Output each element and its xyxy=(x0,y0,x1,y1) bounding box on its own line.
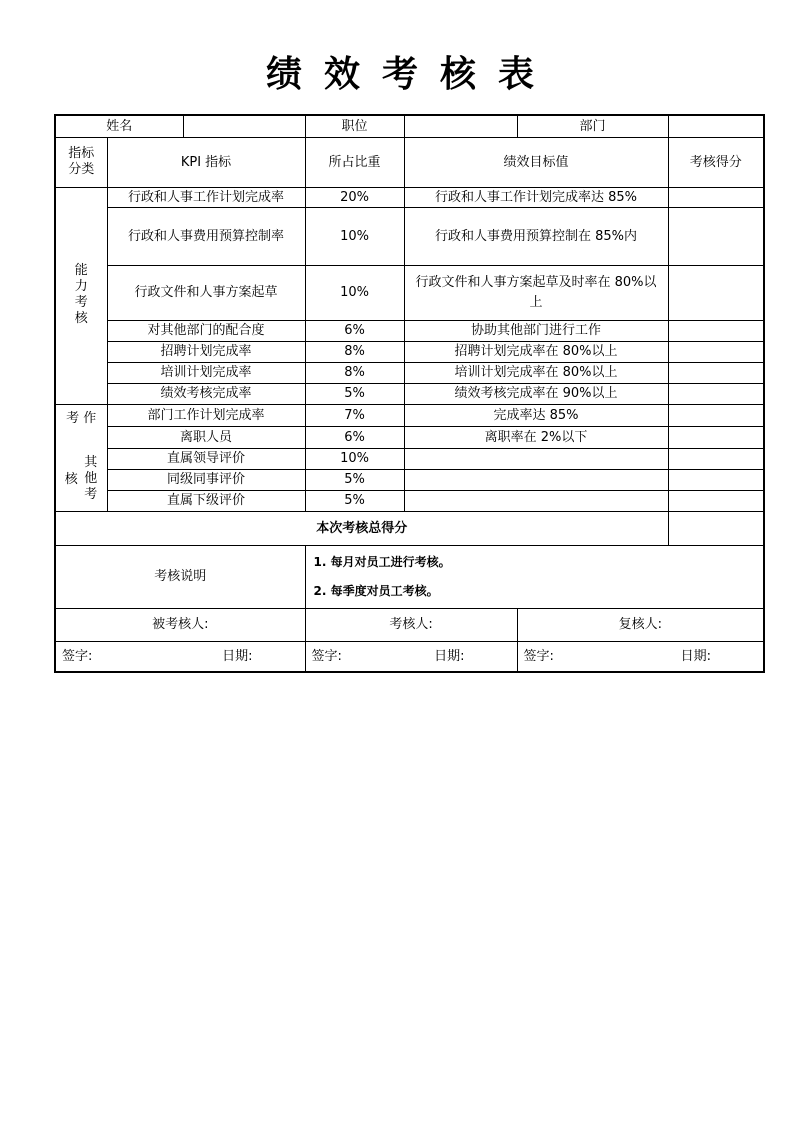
reviewer-label: 复核人: xyxy=(517,608,764,641)
sign-label: 签字: xyxy=(62,648,93,664)
kpi-cell: 行政文件和人事方案起草 xyxy=(107,265,305,320)
name-value[interactable] xyxy=(183,115,305,137)
kpi-cell: 同级同事评价 xyxy=(107,469,305,490)
sign-row xyxy=(55,641,764,672)
kpi-cell: 对其他部门的配合度 xyxy=(107,320,305,341)
table-row xyxy=(55,426,764,448)
assessee-label: 被考核人: xyxy=(55,608,305,641)
kpi-cell: 直属下级评价 xyxy=(107,490,305,511)
target-header: 绩效目标值 xyxy=(404,137,668,187)
appraisal-table xyxy=(54,114,765,673)
weight-cell: 5% xyxy=(305,383,404,404)
group-ability: 能力考核 xyxy=(55,187,107,404)
target-cell[interactable] xyxy=(404,469,668,490)
assessor-sign-cell[interactable] xyxy=(305,641,517,672)
kpi-cell: 行政和人事工作计划完成率 xyxy=(107,187,305,207)
weight-cell: 6% xyxy=(305,426,404,448)
notes-label: 考核说明 xyxy=(55,545,305,608)
score-cell[interactable] xyxy=(668,426,764,448)
table-row xyxy=(55,490,764,511)
target-cell[interactable] xyxy=(404,448,668,469)
header-row xyxy=(55,115,764,137)
target-cell: 完成率达 85% xyxy=(404,404,668,426)
page-title: 绩效考核表 xyxy=(265,54,556,95)
kpi-cell: 绩效考核完成率 xyxy=(107,383,305,404)
name-label: 姓名 xyxy=(55,115,183,137)
weight-cell: 10% xyxy=(305,448,404,469)
note-line-2: 2. 每季度对员工考核。 xyxy=(313,583,439,598)
group-other xyxy=(55,448,107,511)
target-cell: 招聘计划完成率在 80%以上 xyxy=(404,341,668,362)
kpi-cell: 直属领导评价 xyxy=(107,448,305,469)
target-cell: 培训计划完成率在 80%以上 xyxy=(404,362,668,383)
note-line-1: 1. 每月对员工进行考核。 xyxy=(313,554,451,569)
assessee-sign-cell[interactable] xyxy=(55,641,305,672)
target-cell: 行政文件和人事方案起草及时率在 80%以上 xyxy=(404,265,668,320)
target-cell: 行政和人事费用预算控制在 85%内 xyxy=(404,207,668,265)
table-row xyxy=(55,320,764,341)
weight-cell: 6% xyxy=(305,320,404,341)
score-header: 考核得分 xyxy=(668,137,764,187)
score-cell[interactable] xyxy=(668,207,764,265)
dept-value[interactable] xyxy=(668,115,764,137)
score-cell[interactable] xyxy=(668,490,764,511)
position-label: 职位 xyxy=(305,115,404,137)
notes-row xyxy=(55,545,764,608)
kpi-cell: 培训计划完成率 xyxy=(107,362,305,383)
category-header: 指标分类 xyxy=(55,137,107,187)
date-label: 日期: xyxy=(434,648,465,664)
table-row xyxy=(55,469,764,490)
group-work: 考 作 xyxy=(55,404,107,448)
weight-cell: 5% xyxy=(305,469,404,490)
total-score-cell[interactable] xyxy=(668,511,764,545)
kpi-cell: 离职人员 xyxy=(107,426,305,448)
table-row xyxy=(55,187,764,207)
score-cell[interactable] xyxy=(668,383,764,404)
group-he-label: 核 xyxy=(64,471,78,487)
assessor-label: 考核人: xyxy=(305,608,517,641)
target-cell: 协助其他部门进行工作 xyxy=(404,320,668,341)
kpi-cell: 招聘计划完成率 xyxy=(107,341,305,362)
sign-label: 签字: xyxy=(311,648,342,664)
target-cell: 绩效考核完成率在 90%以上 xyxy=(404,383,668,404)
date-label: 日期: xyxy=(680,648,712,664)
table-row xyxy=(55,383,764,404)
sign-label: 签字: xyxy=(523,648,554,664)
table-row xyxy=(55,448,764,469)
table-row xyxy=(55,362,764,383)
weight-cell: 8% xyxy=(305,362,404,383)
reviewer-row xyxy=(55,608,764,641)
dept-label: 部门 xyxy=(517,115,668,137)
score-cell[interactable] xyxy=(668,362,764,383)
score-cell[interactable] xyxy=(668,469,764,490)
kpi-cell: 行政和人事费用预算控制率 xyxy=(107,207,305,265)
weight-cell: 5% xyxy=(305,490,404,511)
reviewer-sign-cell[interactable] xyxy=(517,641,764,672)
weight-cell: 7% xyxy=(305,404,404,426)
target-cell[interactable] xyxy=(404,490,668,511)
table-row xyxy=(55,341,764,362)
score-cell[interactable] xyxy=(668,448,764,469)
kpi-header: KPI 指标 xyxy=(107,137,305,187)
position-value[interactable] xyxy=(404,115,517,137)
weight-header: 所占比重 xyxy=(305,137,404,187)
column-header-row xyxy=(55,137,764,187)
date-label: 日期: xyxy=(222,648,253,664)
total-label: 本次考核总得分 xyxy=(55,511,668,545)
weight-cell: 8% xyxy=(305,341,404,362)
table-row xyxy=(55,265,764,320)
score-cell[interactable] xyxy=(668,404,764,426)
score-cell[interactable] xyxy=(668,265,764,320)
table-row xyxy=(55,207,764,265)
score-cell[interactable] xyxy=(668,187,764,207)
weight-cell: 20% xyxy=(305,187,404,207)
total-row xyxy=(55,511,764,545)
notes-content xyxy=(305,545,764,608)
score-cell[interactable] xyxy=(668,341,764,362)
weight-cell: 10% xyxy=(305,207,404,265)
kpi-cell: 部门工作计划完成率 xyxy=(107,404,305,426)
score-cell[interactable] xyxy=(668,320,764,341)
target-cell: 行政和人事工作计划完成率达 85% xyxy=(404,187,668,207)
table-row xyxy=(55,404,764,426)
weight-cell: 10% xyxy=(305,265,404,320)
target-cell: 离职率在 2%以下 xyxy=(404,426,668,448)
group-other-label: 其他考 xyxy=(84,455,98,503)
